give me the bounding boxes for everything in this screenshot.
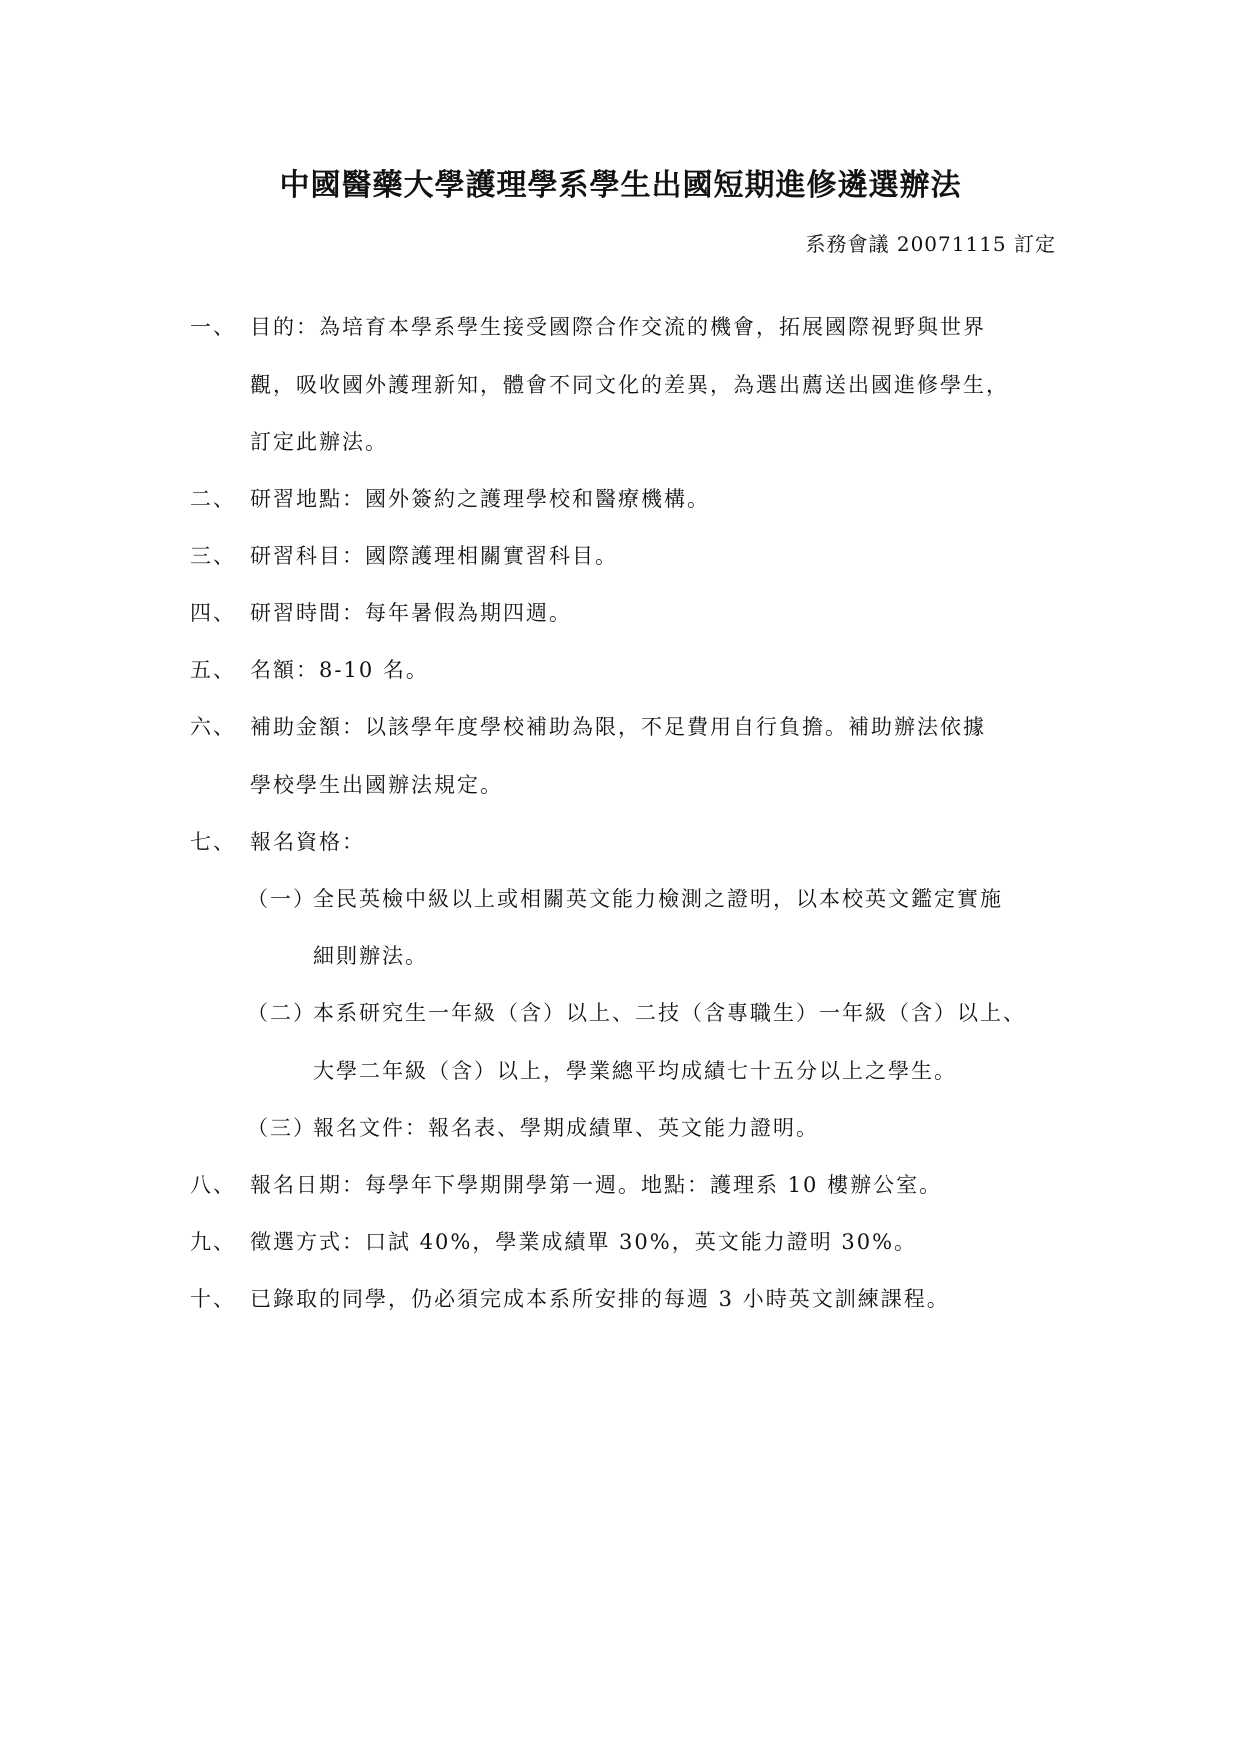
document-subtitle: 系務會議 20071115 訂定 — [805, 232, 1056, 256]
item-number: 九、 — [190, 1230, 236, 1254]
item-text: 已錄取的同學，仍必須完成本系所安排的每週 3 小時英文訓練課程。 — [250, 1287, 950, 1311]
subitem-number: （三） — [247, 1116, 316, 1140]
subitem-text: 大學二年級（含）以上，學業總平均成績七十五分以上之學生。 — [313, 1059, 957, 1083]
item-text: 研習時間：每年暑假為期四週。 — [250, 601, 572, 625]
item-number: 三、 — [190, 544, 236, 568]
item-number: 七、 — [190, 830, 236, 854]
item-number: 四、 — [190, 601, 236, 625]
subitem-text: 報名文件：報名表、學期成績單、英文能力證明。 — [313, 1116, 819, 1140]
item-text: 名額：8-10 名。 — [250, 658, 429, 682]
document-title: 中國醫藥大學護理學系學生出國短期進修遴選辦法 — [279, 168, 962, 203]
item-number: 十、 — [190, 1287, 236, 1311]
item-text: 補助金額：以該學年度學校補助為限，不足費用自行負擔。補助辦法依據 — [250, 715, 986, 739]
item-number: 二、 — [190, 487, 236, 511]
subitem-text: 細則辦法。 — [313, 944, 428, 968]
item-text: 研習地點：國外簽約之護理學校和醫療機構。 — [250, 487, 710, 511]
item-text: 目的：為培育本學系學生接受國際合作交流的機會，拓展國際視野與世界 — [250, 315, 986, 339]
subitem-text: 全民英檢中級以上或相關英文能力檢測之證明，以本校英文鑑定實施 — [313, 887, 1003, 911]
item-text: 研習科目：國際護理相關實習科目。 — [250, 544, 618, 568]
item-number: 八、 — [190, 1173, 236, 1197]
item-text: 報名日期：每學年下學期開學第一週。地點：護理系 10 樓辦公室。 — [250, 1173, 943, 1197]
item-number: 六、 — [190, 715, 236, 739]
subitem-text: 本系研究生一年級（含）以上、二技（含專職生）一年級（含）以上、 — [313, 1001, 1026, 1025]
subitem-number: （二） — [247, 1001, 316, 1025]
item-number: 五、 — [190, 658, 236, 682]
item-text: 徵選方式：口試 40%，學業成績單 30%，英文能力證明 30%。 — [250, 1230, 918, 1254]
item-text: 觀，吸收國外護理新知，體會不同文化的差異，為選出薦送出國進修學生， — [250, 373, 1009, 397]
item-number: 一、 — [190, 315, 236, 339]
item-text: 訂定此辦法。 — [250, 430, 388, 454]
item-text: 報名資格： — [250, 830, 365, 854]
item-text: 學校學生出國辦法規定。 — [250, 773, 503, 797]
subitem-number: （一） — [247, 887, 316, 911]
